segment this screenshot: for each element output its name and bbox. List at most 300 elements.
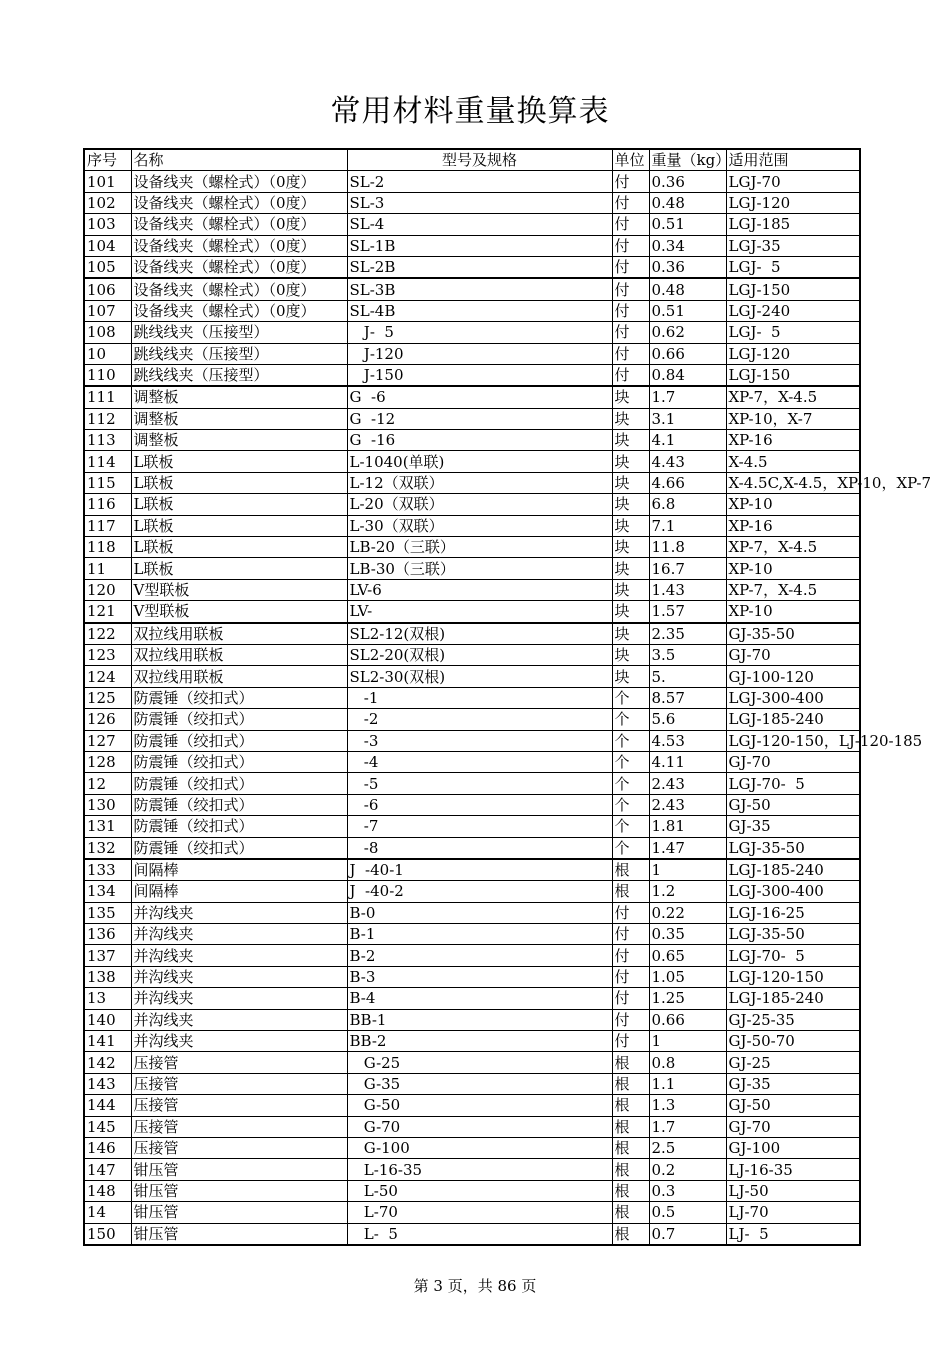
weight-kg-cell: 1.43: [649, 579, 726, 600]
model-spec-cell: G -12: [347, 408, 612, 429]
row-number-cell: 102: [84, 192, 131, 213]
applicable-range-cell: GJ-50: [726, 1095, 860, 1116]
weight-kg-cell: 1: [649, 859, 726, 881]
model-spec-cell: G-100: [347, 1137, 612, 1158]
material-name-cell: 设备线夹（螺栓式）（0度）: [131, 278, 347, 300]
applicable-range-cell: X-4.5C,X-4.5，XP-10，XP-7: [726, 472, 860, 493]
model-spec-cell: -2: [347, 709, 612, 730]
header-spec: 型号及规格: [347, 149, 612, 171]
table-row: [84, 558, 860, 579]
material-name-cell: 钳压管: [131, 1159, 347, 1180]
model-spec-cell: LV-: [347, 601, 612, 623]
applicable-range-cell: LJ-50: [726, 1180, 860, 1201]
model-spec-cell: SL2-30(双根): [347, 666, 612, 687]
weight-kg-cell: 0.2: [649, 1159, 726, 1180]
row-number-cell: 126: [84, 709, 131, 730]
weight-kg-cell: 4.53: [649, 730, 726, 751]
applicable-range-cell: LJ-16-35: [726, 1159, 860, 1180]
model-spec-cell: J-150: [347, 364, 612, 386]
material-name-cell: V型联板: [131, 601, 347, 623]
weight-kg-cell: 2.35: [649, 623, 726, 645]
model-spec-cell: G-25: [347, 1052, 612, 1073]
table-row: [84, 192, 860, 213]
material-name-cell: 防震锤（绞扣式）: [131, 794, 347, 815]
table-row: [84, 300, 860, 321]
row-number-cell: 103: [84, 214, 131, 235]
table-row: [84, 924, 860, 945]
weight-kg-cell: 3.5: [649, 644, 726, 665]
weight-kg-cell: 0.48: [649, 278, 726, 300]
material-name-cell: 钳压管: [131, 1223, 347, 1245]
material-name-cell: 双拉线用联板: [131, 644, 347, 665]
weight-kg-cell: 0.35: [649, 924, 726, 945]
unit-cell: 块: [612, 558, 649, 579]
weight-kg-cell: 2.43: [649, 794, 726, 815]
table-row: [84, 751, 860, 772]
material-name-cell: L联板: [131, 494, 347, 515]
table-row: [84, 278, 860, 300]
row-number-cell: 127: [84, 730, 131, 751]
model-spec-cell: BB-2: [347, 1031, 612, 1052]
weight-kg-cell: 1.1: [649, 1073, 726, 1094]
model-spec-cell: B-3: [347, 966, 612, 987]
table-row: [84, 494, 860, 515]
model-spec-cell: L-70: [347, 1202, 612, 1223]
table-row: [84, 171, 860, 192]
material-name-cell: L联板: [131, 472, 347, 493]
unit-cell: 块: [612, 408, 649, 429]
table-row: [84, 430, 860, 451]
table-row: [84, 816, 860, 837]
weight-kg-cell: 0.5: [649, 1202, 726, 1223]
row-number-cell: 144: [84, 1095, 131, 1116]
unit-cell: 付: [612, 988, 649, 1009]
weight-kg-cell: 1.3: [649, 1095, 726, 1116]
weight-kg-cell: 0.66: [649, 1009, 726, 1030]
weight-kg-cell: 1.57: [649, 601, 726, 623]
applicable-range-cell: GJ-50-70: [726, 1031, 860, 1052]
applicable-range-cell: LGJ-185-240: [726, 709, 860, 730]
applicable-range-cell: LGJ-120: [726, 343, 860, 364]
table-body: [84, 171, 932, 1245]
model-spec-cell: G -16: [347, 430, 612, 451]
applicable-range-cell: XP-7，X-4.5: [726, 579, 860, 600]
unit-cell: 块: [612, 386, 649, 408]
table-row: [84, 730, 860, 751]
table-row: [84, 386, 860, 408]
unit-cell: 块: [612, 494, 649, 515]
weight-kg-cell: 4.11: [649, 751, 726, 772]
applicable-range-cell: GJ-25: [726, 1052, 860, 1073]
table-row: [84, 1159, 860, 1180]
unit-cell: 块: [612, 623, 649, 645]
row-number-cell: 125: [84, 687, 131, 708]
applicable-range-cell: XP-10: [726, 494, 860, 515]
model-spec-cell: L-30（双联）: [347, 515, 612, 536]
model-spec-cell: -8: [347, 837, 612, 859]
unit-cell: 付: [612, 256, 649, 278]
applicable-range-cell: GJ-50: [726, 794, 860, 815]
unit-cell: 付: [612, 214, 649, 235]
material-name-cell: 设备线夹（螺栓式）（0度）: [131, 171, 347, 192]
material-name-cell: 调整板: [131, 408, 347, 429]
unit-cell: 付: [612, 300, 649, 321]
table-row: [84, 773, 860, 794]
unit-cell: 个: [612, 751, 649, 772]
model-spec-cell: SL-3: [347, 192, 612, 213]
unit-cell: 个: [612, 709, 649, 730]
row-number-cell: 142: [84, 1052, 131, 1073]
model-spec-cell: G-70: [347, 1116, 612, 1137]
unit-cell: 付: [612, 192, 649, 213]
unit-cell: 付: [612, 902, 649, 923]
material-name-cell: 双拉线用联板: [131, 623, 347, 645]
unit-cell: 付: [612, 364, 649, 386]
model-spec-cell: L-16-35: [347, 1159, 612, 1180]
row-number-cell: 132: [84, 837, 131, 859]
row-number-cell: 121: [84, 601, 131, 623]
applicable-range-cell: LGJ-300-400: [726, 881, 860, 902]
unit-cell: 付: [612, 278, 649, 300]
unit-cell: 块: [612, 579, 649, 600]
applicable-range-cell: LGJ-16-25: [726, 902, 860, 923]
model-spec-cell: SL-4: [347, 214, 612, 235]
applicable-range-cell: X-4.5: [726, 451, 860, 472]
material-name-cell: 防震锤（绞扣式）: [131, 837, 347, 859]
unit-cell: 付: [612, 235, 649, 256]
model-spec-cell: -7: [347, 816, 612, 837]
applicable-range-cell: GJ-70: [726, 751, 860, 772]
model-spec-cell: SL-4B: [347, 300, 612, 321]
applicable-range-cell: GJ-70: [726, 644, 860, 665]
unit-cell: 根: [612, 1202, 649, 1223]
weight-kg-cell: 1.7: [649, 386, 726, 408]
weight-kg-cell: 0.65: [649, 945, 726, 966]
unit-cell: 块: [612, 430, 649, 451]
unit-cell: 块: [612, 644, 649, 665]
weight-kg-cell: 1: [649, 1031, 726, 1052]
weight-kg-cell: 2.5: [649, 1137, 726, 1158]
table-row: [84, 451, 860, 472]
row-number-cell: 138: [84, 966, 131, 987]
weight-kg-cell: 6.8: [649, 494, 726, 515]
table-row: [84, 945, 860, 966]
material-name-cell: 防震锤（绞扣式）: [131, 816, 347, 837]
unit-cell: 根: [612, 1073, 649, 1094]
unit-cell: 根: [612, 1095, 649, 1116]
table-row: [84, 1073, 860, 1094]
table-row: [84, 1116, 860, 1137]
table-row: [84, 859, 860, 881]
table-row: [84, 837, 860, 859]
header-unit: 单位: [612, 149, 649, 171]
row-number-cell: 123: [84, 644, 131, 665]
material-name-cell: L联板: [131, 451, 347, 472]
model-spec-cell: J- 5: [347, 322, 612, 343]
model-spec-cell: B-2: [347, 945, 612, 966]
unit-cell: 个: [612, 794, 649, 815]
applicable-range-cell: XP-16: [726, 515, 860, 536]
page-title: 常用材料重量换算表: [330, 94, 610, 129]
applicable-range-cell: LGJ-35: [726, 235, 860, 256]
weight-kg-cell: 0.36: [649, 171, 726, 192]
weight-kg-cell: 0.3: [649, 1180, 726, 1201]
model-spec-cell: J -40-1: [347, 859, 612, 881]
model-spec-cell: L-12（双联）: [347, 472, 612, 493]
unit-cell: 块: [612, 601, 649, 623]
material-name-cell: 压接管: [131, 1073, 347, 1094]
weight-kg-cell: 0.48: [649, 192, 726, 213]
model-spec-cell: LB-30（三联）: [347, 558, 612, 579]
row-number-cell: 107: [84, 300, 131, 321]
applicable-range-cell: XP-16: [726, 430, 860, 451]
row-number-cell: 131: [84, 816, 131, 837]
unit-cell: 块: [612, 472, 649, 493]
row-number-cell: 113: [84, 430, 131, 451]
weight-kg-cell: 0.62: [649, 322, 726, 343]
table-row: [84, 1223, 860, 1245]
applicable-range-cell: XP-10，X-7: [726, 408, 860, 429]
unit-cell: 个: [612, 730, 649, 751]
unit-cell: 付: [612, 1031, 649, 1052]
table-row: [84, 472, 860, 493]
table-row: [84, 256, 860, 278]
row-number-cell: 115: [84, 472, 131, 493]
model-spec-cell: SL2-20(双根): [347, 644, 612, 665]
table-row: [84, 1095, 860, 1116]
unit-cell: 付: [612, 966, 649, 987]
table-row: [84, 988, 860, 1009]
model-spec-cell: L-50: [347, 1180, 612, 1201]
weight-kg-cell: 0.84: [649, 364, 726, 386]
material-weight-table: [83, 148, 932, 1246]
header-row: [84, 149, 860, 171]
model-spec-cell: -6: [347, 794, 612, 815]
row-number-cell: 10: [84, 343, 131, 364]
model-spec-cell: BB-1: [347, 1009, 612, 1030]
material-name-cell: 并沟线夹: [131, 945, 347, 966]
table-row: [84, 709, 860, 730]
table-row: [84, 794, 860, 815]
model-spec-cell: B-4: [347, 988, 612, 1009]
material-name-cell: V型联板: [131, 579, 347, 600]
row-number-cell: 150: [84, 1223, 131, 1245]
row-number-cell: 116: [84, 494, 131, 515]
unit-cell: 个: [612, 837, 649, 859]
applicable-range-cell: GJ-100: [726, 1137, 860, 1158]
applicable-range-cell: LGJ-185-240: [726, 988, 860, 1009]
material-name-cell: 间隔棒: [131, 859, 347, 881]
applicable-range-cell: LJ-70: [726, 1202, 860, 1223]
model-spec-cell: G-35: [347, 1073, 612, 1094]
weight-kg-cell: 7.1: [649, 515, 726, 536]
row-number-cell: 114: [84, 451, 131, 472]
applicable-range-cell: LGJ-150: [726, 364, 860, 386]
row-number-cell: 12: [84, 773, 131, 794]
applicable-range-cell: LGJ-300-400: [726, 687, 860, 708]
table-row: [84, 1052, 860, 1073]
unit-cell: 个: [612, 687, 649, 708]
material-name-cell: 防震锤（绞扣式）: [131, 687, 347, 708]
applicable-range-cell: LGJ-120-150，LJ-120-185: [726, 730, 860, 751]
table-row: [84, 515, 860, 536]
unit-cell: 根: [612, 1137, 649, 1158]
table-row: [84, 235, 860, 256]
unit-cell: 付: [612, 171, 649, 192]
unit-cell: 根: [612, 1223, 649, 1245]
material-name-cell: 双拉线用联板: [131, 666, 347, 687]
weight-kg-cell: 0.36: [649, 256, 726, 278]
applicable-range-cell: GJ-100-120: [726, 666, 860, 687]
unit-cell: 个: [612, 816, 649, 837]
table-row: [84, 322, 860, 343]
material-name-cell: 压接管: [131, 1052, 347, 1073]
weight-kg-cell: 0.66: [649, 343, 726, 364]
row-number-cell: 105: [84, 256, 131, 278]
applicable-range-cell: LGJ-70- 5: [726, 773, 860, 794]
row-number-cell: 140: [84, 1009, 131, 1030]
material-name-cell: 压接管: [131, 1095, 347, 1116]
row-number-cell: 11: [84, 558, 131, 579]
unit-cell: 根: [612, 1159, 649, 1180]
row-number-cell: 141: [84, 1031, 131, 1052]
table-row: [84, 1180, 860, 1201]
model-spec-cell: -5: [347, 773, 612, 794]
material-name-cell: 设备线夹（螺栓式）（0度）: [131, 256, 347, 278]
table-row: [84, 902, 860, 923]
material-name-cell: 设备线夹（螺栓式）（0度）: [131, 214, 347, 235]
model-spec-cell: L- 5: [347, 1223, 612, 1245]
table-row: [84, 1202, 860, 1223]
header-weight: 重量（kg）: [649, 149, 726, 171]
row-number-cell: 145: [84, 1116, 131, 1137]
model-spec-cell: -1: [347, 687, 612, 708]
row-number-cell: 118: [84, 537, 131, 558]
table-row: [84, 364, 860, 386]
model-spec-cell: SL-2B: [347, 256, 612, 278]
row-number-cell: 148: [84, 1180, 131, 1201]
applicable-range-cell: GJ-35: [726, 816, 860, 837]
material-name-cell: 间隔棒: [131, 881, 347, 902]
material-name-cell: 调整板: [131, 386, 347, 408]
weight-kg-cell: 3.1: [649, 408, 726, 429]
row-number-cell: 135: [84, 902, 131, 923]
weight-kg-cell: 16.7: [649, 558, 726, 579]
material-name-cell: 并沟线夹: [131, 924, 347, 945]
material-name-cell: L联板: [131, 558, 347, 579]
weight-kg-cell: 11.8: [649, 537, 726, 558]
applicable-range-cell: GJ-70: [726, 1116, 860, 1137]
material-name-cell: 跳线线夹（压接型）: [131, 322, 347, 343]
row-number-cell: 124: [84, 666, 131, 687]
applicable-range-cell: LGJ-35-50: [726, 924, 860, 945]
material-name-cell: 钳压管: [131, 1202, 347, 1223]
model-spec-cell: SL-1B: [347, 235, 612, 256]
table-row: [84, 1031, 860, 1052]
unit-cell: 根: [612, 859, 649, 881]
table-row: [84, 601, 860, 623]
applicable-range-cell: LGJ-70- 5: [726, 945, 860, 966]
model-spec-cell: G -6: [347, 386, 612, 408]
material-name-cell: L联板: [131, 537, 347, 558]
header-no: 序号: [84, 149, 131, 171]
table-row: [84, 343, 860, 364]
table-row: [84, 214, 860, 235]
applicable-range-cell: LGJ-150: [726, 278, 860, 300]
model-spec-cell: SL-3B: [347, 278, 612, 300]
unit-cell: 根: [612, 881, 649, 902]
material-name-cell: 防震锤（绞扣式）: [131, 751, 347, 772]
weight-kg-cell: 1.05: [649, 966, 726, 987]
row-number-cell: 136: [84, 924, 131, 945]
weight-kg-cell: 0.8: [649, 1052, 726, 1073]
weight-kg-cell: 0.51: [649, 214, 726, 235]
applicable-range-cell: GJ-35-50: [726, 623, 860, 645]
material-name-cell: L联板: [131, 515, 347, 536]
weight-kg-cell: 4.43: [649, 451, 726, 472]
model-spec-cell: L-1040(单联): [347, 451, 612, 472]
model-spec-cell: B-0: [347, 902, 612, 923]
unit-cell: 根: [612, 1052, 649, 1073]
row-number-cell: 133: [84, 859, 131, 881]
weight-kg-cell: 1.47: [649, 837, 726, 859]
row-number-cell: 110: [84, 364, 131, 386]
applicable-range-cell: XP-10: [726, 558, 860, 579]
model-spec-cell: J -40-2: [347, 881, 612, 902]
row-number-cell: 120: [84, 579, 131, 600]
applicable-range-cell: XP-7，X-4.5: [726, 537, 860, 558]
table-row: [84, 623, 860, 645]
applicable-range-cell: GJ-35: [726, 1073, 860, 1094]
table-row: [84, 881, 860, 902]
table-row: [84, 966, 860, 987]
row-number-cell: 117: [84, 515, 131, 536]
applicable-range-cell: XP-7，X-4.5: [726, 386, 860, 408]
material-name-cell: 并沟线夹: [131, 1009, 347, 1030]
table-row: [84, 1009, 860, 1030]
material-name-cell: 并沟线夹: [131, 988, 347, 1009]
material-name-cell: 钳压管: [131, 1180, 347, 1201]
material-name-cell: 压接管: [131, 1116, 347, 1137]
material-name-cell: 并沟线夹: [131, 902, 347, 923]
unit-cell: 根: [612, 1180, 649, 1201]
material-name-cell: 跳线线夹（压接型）: [131, 364, 347, 386]
weight-kg-cell: 8.57: [649, 687, 726, 708]
material-name-cell: 设备线夹（螺栓式）（0度）: [131, 300, 347, 321]
applicable-range-cell: LGJ-120-150: [726, 966, 860, 987]
table-row: [84, 1137, 860, 1158]
row-number-cell: 128: [84, 751, 131, 772]
applicable-range-cell: LGJ-120: [726, 192, 860, 213]
applicable-range-cell: LGJ-70: [726, 171, 860, 192]
material-name-cell: 跳线线夹（压接型）: [131, 343, 347, 364]
material-name-cell: 防震锤（绞扣式）: [131, 730, 347, 751]
row-number-cell: 14: [84, 1202, 131, 1223]
applicable-range-cell: GJ-25-35: [726, 1009, 860, 1030]
weight-kg-cell: 4.1: [649, 430, 726, 451]
weight-kg-cell: 1.7: [649, 1116, 726, 1137]
weight-kg-cell: 2.43: [649, 773, 726, 794]
row-number-cell: 134: [84, 881, 131, 902]
weight-kg-cell: 4.66: [649, 472, 726, 493]
applicable-range-cell: LGJ-185: [726, 214, 860, 235]
row-number-cell: 101: [84, 171, 131, 192]
model-spec-cell: B-1: [347, 924, 612, 945]
model-spec-cell: SL2-12(双根): [347, 623, 612, 645]
unit-cell: 块: [612, 451, 649, 472]
applicable-range-cell: LGJ- 5: [726, 322, 860, 343]
weight-kg-cell: 0.34: [649, 235, 726, 256]
